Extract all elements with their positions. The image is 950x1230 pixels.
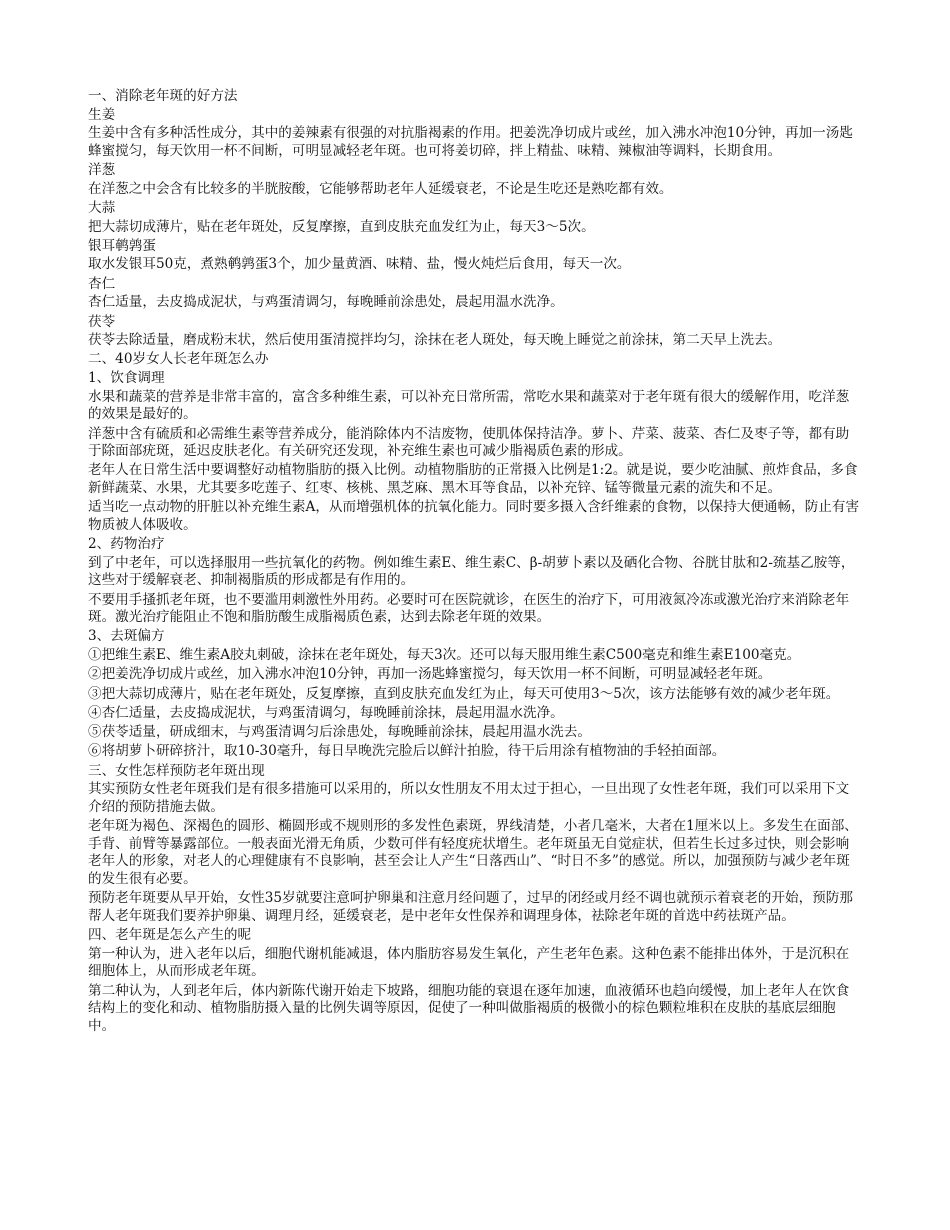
section-title: 三、女性怎样预防老年斑出现 — [88, 762, 265, 779]
list-item: ⑥将胡萝卜研碎挤汁，取10-30毫升，每日早晚洗完脸后以鲜汁拍脸，待干后用涂有植物油的手轻拍面部。 — [88, 743, 726, 760]
paragraph: 预防老年斑要从早开始，女性35岁就要注意呵护卵巢和注意月经问题了，过早的闭经或月经不调也就预示着衰老的开始，预防那帮人老年斑我们要养护卵巢、调理月经，延缓衰老，是中老年女性保养和调理身体，祛除老年斑的首选中药祛斑产品。 — [88, 890, 853, 924]
paragraph: 老年人在日常生活中要调整好动植物脂肪的摄入比例。动植物脂肪的正常摄入比例是1:2。就是说，要少吃油腻、煎炸食品，多食新鲜蔬菜、水果，尤其要多吃莲子、红枣、核桃、黑芝麻、黑木耳等食品，以补充锌、锰等微量元素的流失和不足。 — [88, 462, 858, 496]
paragraph: 到了中老年，可以选择服用一些抗氧化的药物。例如维生素E、维生素C、β-胡萝卜素以及硒化合物、谷胱甘肽和2-巯基乙胺等，这些对于缓解衰老、抑制褐脂质的形成都是有作用的。 — [88, 554, 855, 589]
paragraph: 取水发银耳50克，煮熟鹌鹑蛋3个，加少量黄酒、味精、盐，慢火炖烂后食用，每天一次。 — [88, 256, 631, 273]
paragraph: 茯苓去除适量，磨成粉末状，然后使用蛋清搅拌均匀，涂抹在老人斑处，每天晚上睡觉之前涂抹，第二天早上洗去。 — [88, 332, 782, 349]
subheading: 1、饮食调理 — [88, 370, 165, 387]
paragraph: 老年斑为褐色、深褐色的圆形、椭圆形或不规则形的多发性色素斑，界线清楚，小者几毫米，大者在1厘米以上。多发生在面部、手背、前臂等暴露部位。一般表面光滑无角质，少数可伴有轻度疣状增生。老年斑虽无自觉症状，但若生长过多过快，则会影响老年人的形象，对老人的心理健康有不良影响，甚至会让人产生“日落西山”、“时日不多”的感觉。所以，加强预防与减少老年斑的发生很有必要。 — [88, 818, 858, 887]
paragraph: 水果和蔬菜的营养是非常丰富的，富含多种维生素，可以补充日常所需，常吃水果和蔬菜对于老年斑有很大的缓解作用，吃洋葱的效果是最好的。 — [88, 388, 850, 423]
subheading: 生姜 — [88, 106, 116, 123]
list-item: ③把大蒜切成薄片，贴在老年斑处，反复摩擦，直到皮肤充血发红为止，每天可使用3～5次，该方法能够有效的减少老年斑。 — [88, 685, 840, 702]
subheading: 大蒜 — [88, 199, 116, 216]
list-item: ②把姜洗净切成片或丝，加入沸水冲泡10分钟，再加一汤匙蜂蜜搅匀，每天饮用一杯不间断，可明显减轻老年斑。 — [88, 666, 772, 683]
paragraph: 生姜中含有多种活性成分，其中的姜辣素有很强的对抗脂褐素的作用。把姜洗净切成片或丝，加入沸水冲泡10分钟，再加一汤匙蜂蜜搅匀，每天饮用一杯不间断，可明显减轻老年斑。也可将姜切碎，拌上精盐、味精、辣椒油等调料，长期食用。 — [88, 125, 853, 159]
paragraph: 杏仁适量，去皮捣成泥状，与鸡蛋清调匀，每晚睡前涂患处，晨起用温水洗净。 — [88, 294, 564, 311]
paragraph: 适当吃一点动物的肝脏以补充维生素A，从而增强机体的抗氧化能力。同时要多摄入含纤维素的食物，以保持大便通畅，防止有害物质被人体吸收。 — [88, 499, 860, 533]
subheading: 洋葱 — [88, 162, 116, 179]
section-title: 二、40岁女人长老年斑怎么办 — [88, 351, 269, 368]
paragraph: 在洋葱之中会含有比较多的半胱胺酸，它能够帮助老年人延缓衰老，不论是生吃还是熟吃都有效。 — [88, 180, 673, 197]
paragraph: 把大蒜切成薄片，贴在老年斑处，反复摩擦，直到皮肤充血发红为止，每天3～5次。 — [88, 218, 595, 235]
subheading: 茯苓 — [88, 313, 116, 330]
list-item: ①把维生素E、维生素A胶丸刺破，涂抹在老年斑处，每天3次。还可以每天服用维生素C500毫克和维生素E100毫克。 — [88, 647, 801, 664]
list-item: ⑤茯苓适量，研成细末，与鸡蛋清调匀后涂患处，每晚睡前涂抹，晨起用温水洗去。 — [88, 724, 591, 741]
paragraph: 第二种认为，人到老年后，体内新陈代谢开始走下坡路，细胞功能的衰退在逐年加速，血液循环也趋向缓慢，加上老年人在饮食结构上的变化和动、植物脂肪摄入量的比例失调等原因，促使了一种叫做脂褐质的极微小的棕色颗粒堆积在皮肤的基底层细胞中。 — [88, 982, 850, 1034]
subheading: 杏仁 — [88, 275, 116, 292]
section-title: 四、老年斑是怎么产生的呢 — [88, 927, 252, 944]
paragraph: 第一种认为，进入老年以后，细胞代谢机能减退，体内脂肪容易发生氧化，产生老年色素。这种色素不能排出体外，于是沉积在细胞体上，从而形成老年斑。 — [88, 945, 850, 980]
paragraph: 不要用手搔抓老年斑，也不要滥用刺激性外用药。必要时可在医院就诊，在医生的治疗下，可用液氮冷冻或激光治疗来消除老年斑。激光治疗能阻止不饱和脂肪酸生成脂褐质色素，达到去除老年斑的效果。 — [88, 591, 850, 626]
paragraph: 其实预防女性老年斑我们是有很多措施可以采用的，所以女性朋友不用太过于担心，一旦出现了女性老年斑，我们可以采用下文介绍的预防措施去做。 — [88, 781, 850, 815]
section-title: 一、消除老年斑的好方法 — [88, 88, 238, 104]
subheading: 3、去斑偏方 — [88, 628, 165, 645]
paragraph: 洋葱中含有硫质和必需维生素等营养成分，能消除体内不洁废物，使肌体保持洁净。萝卜、芹菜、菠菜、杏仁及枣子等，都有助于除面部疣斑，延迟皮肤老化。有关研究还发现，补充维生素也可减少脂褐质色素的形成。 — [88, 425, 850, 460]
subheading: 2、药物治疗 — [88, 536, 165, 553]
subheading: 银耳鹌鹑蛋 — [88, 237, 156, 254]
list-item: ④杏仁适量，去皮捣成泥状，与鸡蛋清调匀，每晚睡前涂抹，晨起用温水洗净。 — [88, 704, 564, 721]
